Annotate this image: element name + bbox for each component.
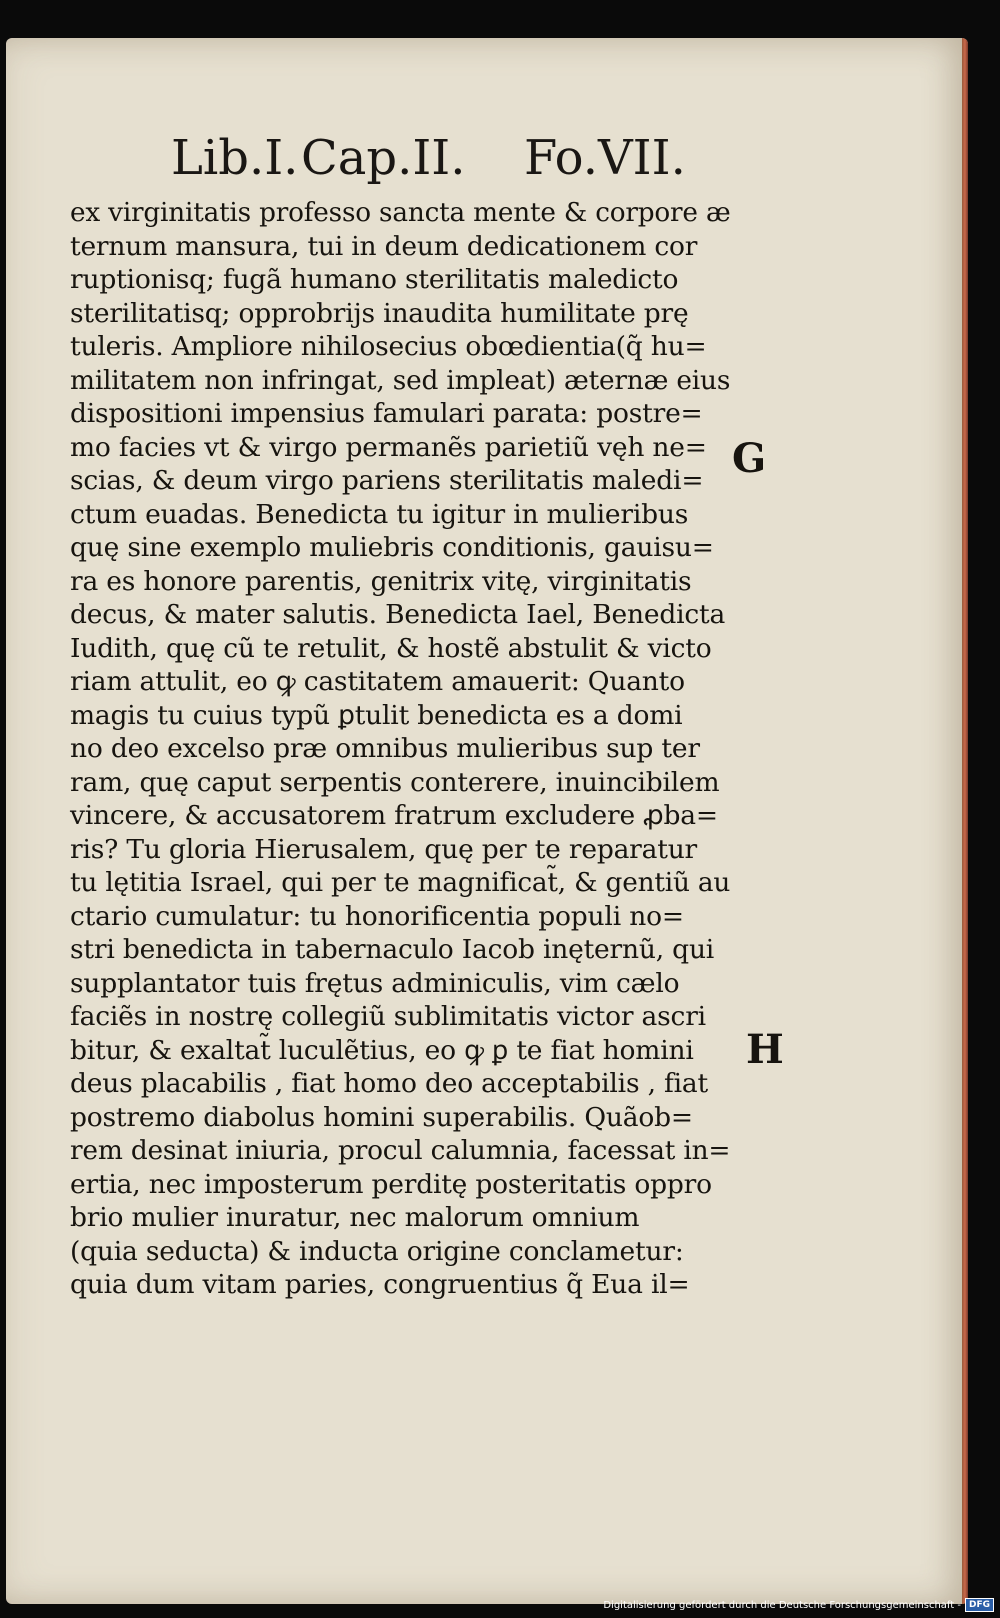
text-line: faciẽs in nostrę collegiũ sublimitatis victor ascri (70, 1001, 706, 1032)
text-line: Iudith, quę cũ te retulit, & hostẽ abstulit & victo (70, 632, 712, 664)
credit-text: Digitalisierung gefördert durch die Deutsche Forschungsgemeinschaft - (603, 1599, 961, 1611)
text-line: no deo excelso præ omnibus mulieribus sup ter (70, 733, 700, 764)
text-line: ram, quę caput serpentis conterere, inuincibilem (70, 766, 720, 798)
text-line: magis tu cuius typũ ꝑtulit benedicta es a domi (70, 699, 683, 731)
text-line: tuleris. Ampliore nihilosecius obœdientia(q̃ hu= (70, 331, 707, 362)
margin-letter-h: H (746, 1026, 784, 1073)
text-line: mo facies vt & virgo permanẽs parietiũ vęh ne= (70, 431, 707, 463)
text-line: militatem non infringat, sed impleat) æternæ eius (70, 364, 731, 396)
text-line: supplantator tuis frętus adminiculis, vim cælo (70, 967, 680, 999)
text-line: ternum mansura, tui in deum dedicationem cor (70, 230, 698, 262)
text-line: sterilitatisq; opprobrijs inaudita humilitate prę (70, 297, 689, 329)
header-folio: Fo.VII. (524, 130, 686, 186)
text-line: brio mulier inuratur, nec malorum omnium (70, 1202, 640, 1233)
running-header (6, 130, 968, 190)
text-line: riam attulit, eo ꝙ castitatem amauerit: Quanto (70, 666, 685, 697)
text-line: quę sine exemplo muliebris conditionis, gauisu= (70, 532, 714, 563)
text-line: stri benedicta in tabernaculo Iacob inęternũ, qui (70, 934, 715, 965)
text-line: (quia seducta) & inducta origine conclametur: (70, 1235, 684, 1267)
text-line: dispositioni impensius famulari parata: postre= (70, 398, 703, 429)
text-line: ctario cumulatur: tu honorificentia populi no= (70, 900, 684, 932)
page-edge (962, 38, 968, 1604)
margin-letter-g: G (732, 435, 767, 482)
dfg-logo: DFG (965, 1598, 994, 1612)
text-line: ctum euadas. Benedicta tu igitur in mulieribus (70, 498, 689, 530)
text-line: rem desinat iniuria, procul calumnia, facessat in= (70, 1135, 731, 1166)
text-line: ex virginitatis professo sancta mente & corpore æ (70, 197, 731, 228)
text-line: decus, & mater salutis. Benedicta Iael, Benedicta (70, 599, 726, 630)
text-line: ris? Tu gloria Hierusalem, quę per te reparatur (70, 833, 698, 865)
text-line: ra es honore parentis, genitrix vitę, virginitatis (70, 565, 692, 597)
body-text (70, 196, 730, 1302)
header-book: Lib.I. (171, 130, 299, 186)
header-chapter: Cap.II. (301, 130, 466, 186)
text-line: scias, & deum virgo pariens sterilitatis maledi= (70, 465, 704, 496)
text-line: vincere, & accusatorem fratrum excludere ꝓba= (70, 800, 718, 831)
text-line: quia dum vitam paries, congruentius q̃ Eua il= (70, 1269, 690, 1300)
text-line: ruptionisq; fugã humano sterilitatis maledicto (70, 264, 679, 295)
book-page (6, 38, 968, 1604)
text-line: tu lętitia Israel, qui per te magnificat̃, & gentiũ au (70, 867, 731, 898)
digitization-credit (603, 1598, 994, 1612)
text-line: bitur, & exaltat̃ luculẽtius, eo ꝙ ꝑ te fiat homini (70, 1034, 694, 1066)
text-line: deus placabilis , fiat homo deo acceptabilis , fiat (70, 1068, 708, 1099)
text-line: postremo diabolus homini superabilis. Quãob= (70, 1101, 693, 1133)
text-line: ertia, nec imposterum perditę posteritatis oppro (70, 1168, 712, 1200)
